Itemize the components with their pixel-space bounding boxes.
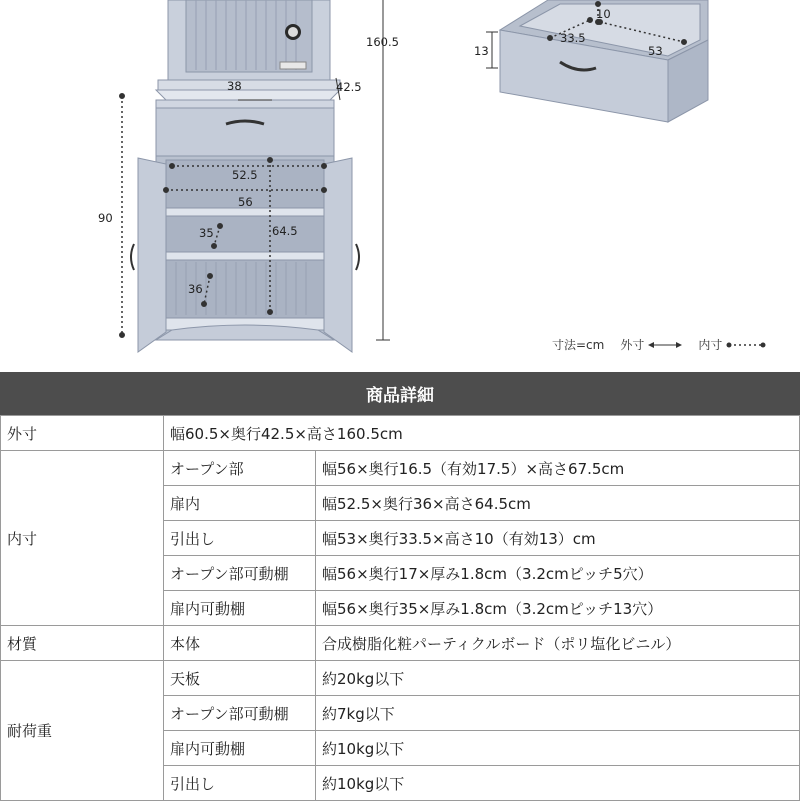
left-door	[138, 158, 166, 352]
dim-top-inner-depth: 38	[227, 79, 242, 93]
dim-door-inner-height: 64.5	[272, 224, 298, 238]
dim-total-height: 160.5	[366, 35, 399, 49]
legend-unit: 寸法=cm	[552, 338, 605, 352]
dim-door-inner-width: 52.5	[232, 168, 258, 182]
door-handle-icon	[131, 244, 134, 270]
legend-outer-label: 外寸	[620, 338, 645, 352]
spec-value: 合成樹脂化粧パーティクルボード（ポリ塩化ビニル）	[316, 626, 800, 661]
spec-value: 約10kg以下	[316, 731, 800, 766]
spec-category-label: 外寸	[1, 416, 164, 451]
table-row	[1, 626, 800, 661]
drawer-dim-inner-height: 10	[596, 7, 611, 21]
dim-shelf-depth: 35	[199, 226, 214, 240]
dim-shelf-width: 56	[238, 195, 253, 209]
spec-sub-label: オープン部可動棚	[164, 696, 316, 731]
drawer-detail	[474, 0, 708, 122]
dim-lower-height: 90	[98, 211, 113, 225]
cabinet-upper-hutch	[158, 0, 340, 90]
table-row	[1, 416, 800, 451]
spec-sub-label: オープン部可動棚	[164, 556, 316, 591]
spec-sub-label: 本体	[164, 626, 316, 661]
spec-value: 幅56×奥行16.5（有効17.5）×高さ67.5cm	[316, 451, 800, 486]
hutch-label-plate	[280, 62, 306, 69]
spec-sub-label: オープン部	[164, 451, 316, 486]
spec-category-label: 材質	[1, 626, 164, 661]
spec-value: 幅53×奥行33.5×高さ10（有効13）cm	[316, 521, 800, 556]
spec-sub-label: 扉内可動棚	[164, 731, 316, 766]
spec-value: 幅52.5×奥行36×高さ64.5cm	[316, 486, 800, 521]
spec-table	[0, 415, 800, 801]
spec-sub-label: 引出し	[164, 521, 316, 556]
spec-value: 約20kg以下	[316, 661, 800, 696]
spec-value: 約7kg以下	[316, 696, 800, 731]
drawer-dim-width: 53	[648, 44, 663, 58]
outer-dimension-arrow-icon	[648, 340, 682, 350]
spec-value: 幅56×奥行35×厚み1.8cm（3.2cmピッチ13穴）	[316, 591, 800, 626]
table-row	[1, 451, 800, 486]
spec-value: 幅56×奥行17×厚み1.8cm（3.2cmピッチ5穴）	[316, 556, 800, 591]
drawer-dim-height: 13	[474, 44, 489, 58]
spec-value: 幅60.5×奥行42.5×高さ160.5cm	[164, 416, 800, 451]
inner-dimension-dotted-icon	[726, 340, 766, 350]
right-door	[324, 158, 352, 352]
dim-bottom-depth: 36	[188, 282, 203, 296]
cabinet-lower-section	[131, 156, 359, 352]
spec-sub-label: 扉内	[164, 486, 316, 521]
drawer-dim-depth: 33.5	[560, 31, 586, 45]
shelf	[166, 252, 324, 260]
door-handle-icon	[356, 244, 359, 270]
legend-inner-label: 内寸	[698, 338, 723, 352]
spec-category-label: 耐荷重	[1, 661, 164, 801]
spec-sub-label: 引出し	[164, 766, 316, 801]
dimension-legend	[552, 336, 766, 353]
spec-sub-label: 天板	[164, 661, 316, 696]
shelf	[166, 208, 324, 216]
dim-depth: 42.5	[336, 80, 362, 94]
spec-sub-label: 扉内可動棚	[164, 591, 316, 626]
spec-value: 約10kg以下	[316, 766, 800, 801]
spec-category-label: 内寸	[1, 451, 164, 626]
spec-title: 商品詳細	[0, 372, 800, 415]
cabinet-dimension-diagram	[0, 0, 800, 372]
table-row	[1, 661, 800, 696]
